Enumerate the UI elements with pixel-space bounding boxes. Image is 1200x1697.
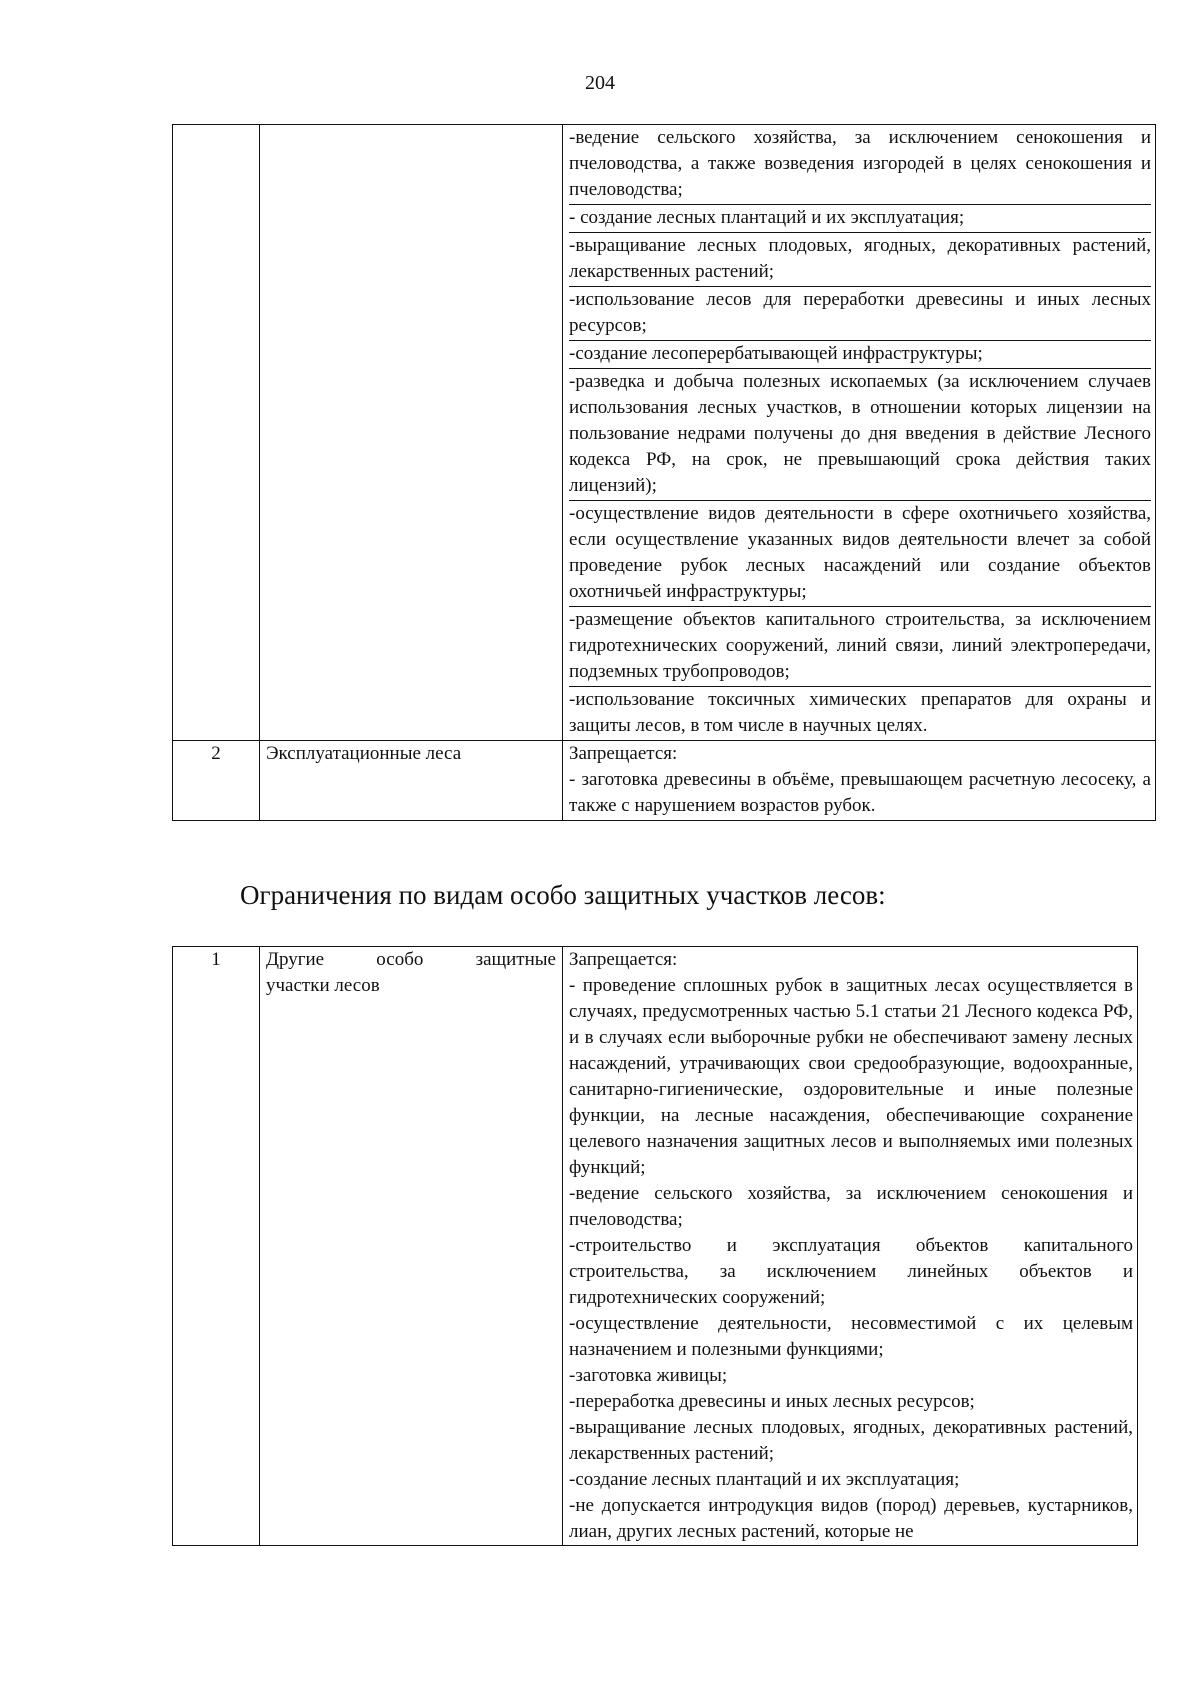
restriction-item: -использование токсичных химических препаратов для охраны и защиты лесов, в том числе в научных целях. xyxy=(569,686,1151,740)
page-number: 204 xyxy=(585,72,615,94)
row-number-cell: 2 xyxy=(173,741,260,821)
restriction-item: - проведение сплошных рубок в защитных лесах осуществляется в случаях, предусмотренных частью 5.1 статьи 21 Лесного кодекса РФ, и в случаях если выборочные рубки не обеспечивают замену лесных насаждений, утрачивающих свои средообразующие, водоохранные, санитарно-гигиенические, оздоровительные и иные полезные функции, на лесные насаждения, обеспечивающие сохранение целевого назначения защитных лесов и выполняемых ими полезных функций; xyxy=(569,975,1133,1178)
restriction-item: -размещение объектов капитального строительства, за исключением гидротехнических сооружений, линий связи, линий электропередачи, подземных трубопроводов; xyxy=(569,606,1151,686)
restriction-item: -не допускается интродукция видов (пород) деревьев, кустарников, лиан, других лесных растений, которые не xyxy=(569,1495,1133,1542)
table-row xyxy=(173,125,1156,741)
restriction-item: -использование лесов для переработки древесины и иных лесных ресурсов; xyxy=(569,286,1151,340)
forest-category-cell: Эксплуатационные леса xyxy=(260,741,563,821)
restriction-heading: Запрещается: xyxy=(569,743,678,764)
category-word: защитные xyxy=(475,949,556,970)
category-name-line: участки лесов xyxy=(266,975,380,996)
row-number-cell: 1 xyxy=(173,947,260,1546)
restriction-item: - создание лесных плантаций и их эксплуатация; xyxy=(569,204,1151,232)
restrictions-table-2 xyxy=(172,946,1138,1546)
category-word: Другие xyxy=(266,949,325,970)
restriction-item: -переработка древесины и иных лесных ресурсов; xyxy=(569,1391,975,1412)
restriction-item: -создание лесоперербатывающей инфраструктуры; xyxy=(569,340,1151,368)
restriction-item: -ведение сельского хозяйства, за исключением сенокошения и пчеловодства; xyxy=(569,1183,1133,1230)
restrictions-cell xyxy=(563,741,1156,821)
restrictions-cell xyxy=(563,947,1138,1546)
table-row xyxy=(173,741,1156,821)
table-row xyxy=(173,947,1138,1546)
forest-category-cell xyxy=(260,947,563,1546)
restriction-item: -осуществление видов деятельности в сфере охотничьего хозяйства, если осуществление указанных видов деятельности влечет за собой проведение рубок лесных насаждений или создание объектов охотничьей инфраструктуры; xyxy=(569,500,1151,606)
row-number-cell xyxy=(173,125,260,741)
restrictions-cell xyxy=(563,125,1156,741)
restriction-item: -разведка и добыча полезных ископаемых (за исключением случаев использования лесных участков, в отношении которых лицензии на пользование недрами получены до дня введения в действие Лесного кодекса РФ, на срок, не превышающий срока действия таких лицензий); xyxy=(569,368,1151,500)
category-word: особо xyxy=(376,949,424,970)
restriction-item: -выращивание лесных плодовых, ягодных, декоративных растений, лекарственных растений; xyxy=(569,1417,1133,1464)
restriction-item: - заготовка древесины в объёме, превышающем расчетную лесосеку, а также с нарушением возрастов рубок. xyxy=(569,769,1151,816)
restriction-item: -ведение сельского хозяйства, за исключением сенокошения и пчеловодства, а также возведения изгородей в целях сенокошения и пчеловодства; xyxy=(569,127,1151,200)
restriction-item: -создание лесных плантаций и их эксплуатация; xyxy=(569,1469,960,1490)
restrictions-table-1 xyxy=(172,124,1156,821)
restriction-item: -осуществление деятельности, несовместимой с их целевым назначением и полезными функциями; xyxy=(569,1313,1133,1360)
restriction-item: -заготовка живицы; xyxy=(569,1365,728,1386)
category-name-line xyxy=(266,947,556,973)
forest-category-cell xyxy=(260,125,563,741)
section-title: Ограничения по видам особо защитных участков лесов: xyxy=(240,880,886,910)
restriction-heading: Запрещается: xyxy=(569,949,678,970)
restriction-item: -выращивание лесных плодовых, ягодных, декоративных растений, лекарственных растений; xyxy=(569,232,1151,286)
restriction-item: -строительство и эксплуатация объектов капитального строительства, за исключением линейных объектов и гидротехнических сооружений; xyxy=(569,1235,1133,1308)
